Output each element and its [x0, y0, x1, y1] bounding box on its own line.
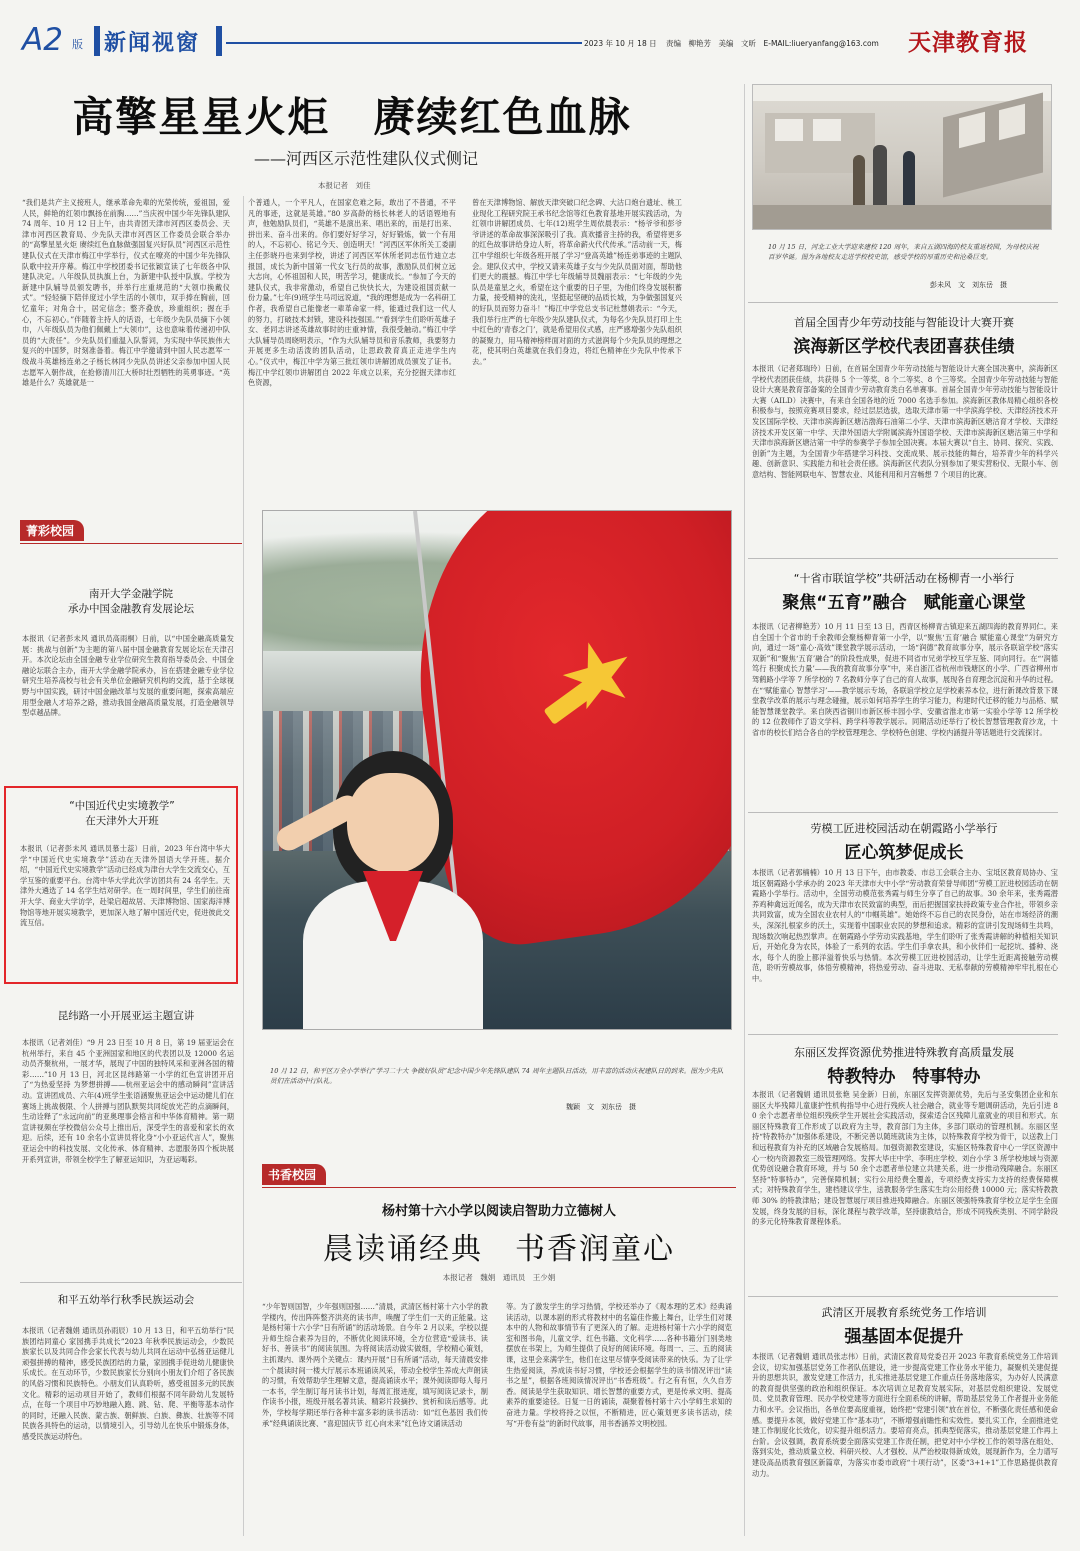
- wuqing-kicker: 武清区开展教育系统党务工作培训: [821, 1306, 987, 1319]
- nankai-body: 本报讯（记者彭未风 通讯员高雨桐）日前，以“中国金融高质量发展：挑战与创新”为主题的第八届中国金融教育发展论坛在天津召开。本次论坛由全国金融专业学位研究生教育指导委员会、中国金融论坛联合主办，南开大学金融学院承办，旨在搭建金融专业学位研究生培养高校与社会有关单位金融研究机构的交流，基于全球视野与中国实践，研讨中国金融改革与发展的重要问题，探索高端应用型金融人才培养之路，推动我国金融高质量发展，打造金融领导型卓越品牌。: [22, 634, 234, 718]
- yangcun-byline: 本报记者 魏娟 通讯员 王少娟: [442, 1273, 556, 1282]
- lead-subtitle: ——河西区示范性建队仪式侧记: [254, 149, 479, 168]
- divider: [748, 302, 1058, 303]
- page-number: A2: [22, 22, 63, 58]
- yangcun-column-1: “少年智则国智，少年强则国强……”清晨，武清区杨村第十六小学的教学楼内，传出阵阵整齐洪亮的读书声，唤醒了学生们一天的正能量。这是杨村第十六小学“日有所诵”的活动场景。自今年 2 月以来，学校以提升师生综合素养为目的，不断优化阅读环境，全方位营造“爱读书、读好书、善读书”的阅读氛围。为将阅读活动做实做细，学校精心策划，主抓课内、课外两个关键点：课内开展“日有所诵”活动，每天清晨安排一个晨读时间一楼大厅展示本班诵读风采，带动全校学生养成大声朗读的习惯，有效帮助学生理解文意，提高诵读水平；课外阅读即每人每月一本书，学生制订每月读书计划，每周汇报进度，填写阅读记录卡，制作读书小报，班级开展名著共读、精彩片段摘抄、赏析和读后感等。此外，学校每学期还举行各种丰富多彩的读书活动：如“红色基因 我们传承”经典诵读比赛、“喜迎国庆节 红心向未来”红色诗文诵读活动: [262, 1302, 488, 1428]
- yangcun-headline: 晨读诵经典 书香润童心: [323, 1232, 675, 1267]
- lead-byline: 本报记者 刘佳: [318, 181, 371, 190]
- divider: [748, 812, 1058, 813]
- lead-column-3: 曾在天津博物馆、解放天津突破口纪念碑、大沽口炮台遗址、桃工业现化工程研究院王承书纪念馆等红色教育基地开展实践活动，为红领巾讲解团成员、七年(12)班学生周依晨表示：“杨爷爷和彭爷爷讲述的革命故事深深吸引了我。真欢播音主持的我，希望将更多的红色故事讲给身边人听，将革命薪火代代传承。”活动前一天，梅江中学组织七年级各班开展了学习“登高英雄”杨连弟事迹的主题队会。建队仪式中，学校又请来英雄子女与少先队员面对面，帮助他们更大的震撼。梅江中学七年级辅导员魏丽表示：“七年级的少先队员是童星之火，希望在这个重要的日子里，为他们终身发展积蓄力量，接受精神的洗礼，坚挺起坚硬的品质长城，为争做强国复兴的好队员而努力奋斗！”梅江中学党总支书记杜慧娟表示：“今天，我们举行庄严的七年级少先队建队仪式，为每名少先队员打印上生中红色的‘青春之门’，就是希望用仪式感，庄严感增强少先队组织的凝聚力，用马精神榜样面对面的方式滋润每个少先队员的理想之花，使其明白英雄就在我们身边，将红色精神在少先队中传承下去。”: [472, 198, 682, 366]
- dongli-kicker: 东丽区发挥资源优势推进特殊教育高质量发展: [794, 1046, 1014, 1059]
- kunwei-headline: 昆纬路一小开展亚运主题宣讲: [57, 1010, 195, 1022]
- hewu-body: 本报讯（记者魏娟 通讯员孙雨辰）10 月 13 日，和平五幼举行“民族团结同童心 家园携手共成长”2023 年秋季民族运动会，少数民族家长以及共同合作会家长代表与幼儿共同在运动中弘扬亚运健儿顽强拼搏的精神，感受民族团结的力量，家园携手促进幼儿健康快乐成长。在互动环节，少数民族家长分别向小朋友们介绍了各民族的风俗习惯和民族特色。小朋友们认真聆听，感受祖国多元的民族文化。精彩的运动项目开始了，教师们根据不同年龄幼儿发展特点，在每一个项目中巧妙地融入跑、跳、钻、爬、平衡等基本动作的同时，还融入民族、蒙古族、朝鲜族、白族、彝族、壮族等不同民族各具特色的运动，以情境引入，引导幼儿在快乐中锻炼身体，感受民族运动特色。: [22, 1326, 234, 1441]
- binhai-headline: 滨海新区学校代表团喜获佳绩: [793, 337, 1015, 357]
- date-line: 2023 年 10 月 18 日: [584, 39, 657, 48]
- jindai-headline-2: 在天津外大开班: [85, 815, 159, 827]
- nankai-headline-2: 承办中国金融教育发展论坛: [68, 603, 194, 615]
- divider: [20, 1282, 242, 1283]
- lead-column-1: “我们是共产主义接班人，继承革命先辈的光荣传统，爱祖国，爱人民，鲜艳的红领巾飘扬在前胸……”当庆祝中国少年先锋队建队 74 周年、10 月 12 日上午，由共青团天津市河西区委员会、天津市河西区教育局、少先队天津市河西区工作委员会联合举办的“高擎星星火炬 赓续红色血脉做强国复兴好队员”河西区示范性建队仪式在天津市梅江中学举行，仪式在嘹亮的中国少年先锋队队歌中拉开序幕。梅江中学校团委书记张颖宣读了七年级各中队建队决定。八年级队员执旗上台，为新建中队授中队旗。学校为新建中队辅导员颁发聘书，并举行庄重规范的“大领巾换戴仪式”。“轻轻摘下陪伴度过小学生活的小领巾，双手捧在胸前，回忆童年；对角合十，居定信念；整齐叠放，珍重组织；握在手心，不忘初心。”伴随着主持人的话语，七年级少先队员摘下小领巾，八年级队员为他们佩戴上“大领巾”，这也意味着传递初中队员的“大责任”。少先队员们重温入队誓词，为实现中华民族伟大复兴的中国梦，时刻准备着。梅江中学邀请到中国人民志愿军一级战斗英雄杨连弟之子杨长林同少先队员讲述父亲参加中国人民志愿军入朝作战，在抢修清川江大桥时壮烈牺牲的英勇事迹。“英雄是什么？英雄就是一: [22, 198, 230, 388]
- page-number-suffix: 版: [72, 38, 83, 51]
- newspaper-logo: 天津教育报: [908, 29, 1028, 56]
- museum-photo: [752, 84, 1052, 230]
- wuqing-body: 本报讯（记者魏娟 通讯员张志伟）日前，武清区教育局党委召开 2023 年教育系统党务工作培训会议，切实加强基层党务工作者队伍建设，进一步提高党建工作业务水平能力，凝聚机关建促提升的思想共识，激发党建工作活力，扎实推进基层党建工作重点任务落地落实，为办好人民满意的教育提供坚强的政治和组织保证。本次培训立足教育发展实际，对基层党组织建设、发展党员、党员教育管理、民办学校党建等方面进行全面系统的讲解，帮助基层党务工作者提升业务能力和水平。会议指出，各单位要高度重视，始终把“党建引领”放在首位，不断强化责任感和使命感。要提升本领，做好党建工作“基本功”，不断增强前瞻性和实效性。要扎实工作，全面推进党建工作制度化长效化，切实提升组织活力。要培育亮点，抓典型促落实，推动基层党建工作再上台阶。会议强调，教育系统要全面落实党建工作责任制，把党对中小学校工作的领导落在组处、落到实处，推动质量立校、科研兴校、人才强校、从严治校取得新成效，展现新作为，全力谱写建设高品质教育强区新篇章，为落实市委市政府“十项行动”，区委“3+1+1”工作思路提供教育动力。: [752, 1352, 1058, 1478]
- wuqing-headline: 强基固本促提升: [844, 1327, 964, 1347]
- divider: [262, 1187, 736, 1188]
- jindai-body: 本报讯（记者彭未风 通讯员慕士蕊）日前，2023 年台湾中华大学“中国近代史实境教学”活动在天津外国语大学开班。据介绍，“中国近代史实境教学”活动已经成为津台大学生交流交心，互学互鉴的重要平台。台湾中华大学此次学访团共有 24 名学生。天津外大遴选了 14 名学生结对研学。在一周时间里，学生们前往南开大学、商业大学访学，赴梁启超故居、天津博物馆、国家海洋博物馆等地开展实境教学，更加深入地了解中国近代史，促进彼此交流互信。: [20, 844, 230, 928]
- museum-photo-caption: 10 月 15 日，河北工业大学迎来建校 120 周年，来自五湖四海的校友重返校园，为母校庆祝百岁华诞。图为各地校友走进学校校史馆，感受学校的厚重历史和沧桑巨变。: [768, 243, 1039, 261]
- zhaoxia-kicker: 劳模工匠进校园活动在朝霞路小学举行: [810, 822, 998, 835]
- hewu-headline: 和平五幼举行秋季民族运动会: [57, 1294, 195, 1306]
- lead-column-2: 个普通人，一个平凡人，在国家危难之际，敢出了不普通，不平凡的事迹，这就是英雄。”80 岁高龄的杨长林老人的话语铿地有声，他勉励队员们，“英雄不是演出来、唱出来的，而是打出来、拼出来、奋斗出来的。你们要好好学习，好好锻炼，做一个有用的人，不忘初心、铭记今天、创造明天！”河西区军休所关工委副主任彭晓丹也来到学校，讲述了河西区军休所老同志伍竹迪立志报国，成长为新中国第一代女飞行员的故事，激励队员们树立远大志向，心怀祖国和人民，明苦学习，健康成长。“参加了今天的建队仪式，我非常激动，希望自己快快长大，为建设祖国贡献一份力量。”七年(9)班学生马司远说道，“我的理想是成为一名科研工作者，我希望自己能像老一辈革命家一样，能通过我们这一代人的努力，打破技术封锁，建设科技强国。”“看到学生们聆听英雄子女、老同志讲述英雄故事时的庄重神情，我很受触动。”梅江中学大队辅导员周晓明表示，“作为大队辅导员和音乐教师，我要努力开展更多生动活泼的团队活动，让思政教育真正走进学生内心。”仪式中，梅江中学为第三批红领巾讲解团成员颁发了证书。梅江中学红领巾讲解团自 2022 年成立以来，充分挖掘天津市红色资源，: [248, 198, 456, 388]
- binhai-kicker: 首届全国青少年劳动技能与智能设计大赛开赛: [794, 316, 1014, 329]
- divider: [748, 1296, 1058, 1297]
- binhai-body: 本报讯（记者郑瑞玲）日前，在首届全国青少年劳动技能与智能设计大赛全国决赛中，滨海新区学校代表团获佳绩，共获得 5 个一等奖、8 个二等奖、8 个三等奖。全国青少年劳动技能与智能设计大赛是教育部备案的全国青少劳动教育类白名单赛事。首届全国青少年劳动技能与智能设计大赛（AILD）决赛中，有来自全国各地的近 7000 名选手参加。滨海新区教体局精心组织各校积极参与，按照竞赛项目要求，经过层层选拔，选取天津市第一中学滨海学校、天津经济技术开发区国际学校、天津市滨海新区塘沽渤海石油第二小学、天津市滨海新区塘沽育才学校、天津经济技术开发区第一中学、天津外国语大学附属滨海外国语学校、天津市滨海新区塘沽第三中学和天津市滨海新区塘沽第一中学的参赛学子参加全国决赛。本届大赛以“自主、协同、探究、实践、创新”为主题，为全国青少年搭建学习科技、交流成果、展示技能的舞台，培养青少年的科学兴趣、创新意识、实践能力和社会责任感。滨海新区代表队分别参加了果实营粉仪、无限小车、创意结构、智能网联电车、智慧农业、风能利用和月宫畅想 7 个项目的比赛。: [752, 364, 1058, 479]
- masthead-divider-2: [216, 26, 222, 56]
- ceremony-photo: [262, 510, 732, 1030]
- masthead-rule: [226, 42, 582, 44]
- column-divider: [243, 196, 244, 1536]
- divider: [748, 1034, 1058, 1035]
- yangcun-kicker: 杨村第十六小学以阅读启智助力立德树人: [381, 1204, 616, 1219]
- masthead: [0, 0, 1080, 74]
- ceremony-photo-caption: 10 月 12 日，和平区万全小学举行“学习二十大 争做好队员”纪念中国少年先锋队建队 74 周年主题队日活动，用丰富的活动庆祝建队日的到来。图为少先队员们在活动中行队礼。: [270, 1067, 724, 1085]
- zhaoxia-headline: 匠心筑梦促成长: [844, 843, 964, 863]
- zhaoxia-body: 本报讯（记者郭楠楠）10 月 13 日下午，由市教委、市总工会联合主办、宝坻区教育局协办、宝坻区朝霞路小学承办的 2023 年天津市大中小学“劳动教育荣誉导师团”劳模工匠进校园活动在朝霞路小学举行。活动中，全国劳动模范张秀霞与师生分享了自己的故事。30 余年来，张秀霞潜养鸡种禽远近闻名，成为天津市农民致富的典型，而后把握国家扶持政策专业合作社，带领乡亲共同致富，成为全国农业农村人的“巾帼英雄”。她始终不忘自己的农民身份，站在市场经济的潮头，深深扎根家乡的沃土，实现着中国职业农民的梦想和追求。精彩的宣讲引发现场师生共鸣，现场数次响起热烈掌声。在朝霞路小学劳动实践基地，学生们聆听了张秀霞讲解的种植相关知识后，开始化身为农民，体验了一系列的农活。学生们手拿农具，和小伙伴们一起挖坑、播种、浇水，每个人的脸上都洋溢着快乐与热情。本次劳模工匠进校园活动，让学生近距离接触劳动模范，聆听劳模故事，体悟劳模精神，将热爱劳动、奋斗进取、无私奉献的劳模精神牢牢扎根在心中。: [752, 868, 1058, 983]
- kunwei-body: 本报讯（记者刘佳）“9 月 23 日至 10 月 8 日，第 19 届亚运会在杭州举行，来自 45 个亚洲国家和地区的代表团以及 12000 名运动员齐聚杭州，一展才华，展现了中国的独特风采和亚洲各国的精彩……”10 月 13 日，河北区昆纬路第一小学的红色宣讲团开启了“为热爱坚持 为梦想拼搏——杭州亚运会中的感动瞬间”宣讲活动。宣讲团成员、六年(4)班学生张语涵聚焦亚运会中运动健儿们在赛场上挑战极限、个人拼搏与团队默契共同绽放光芒的点滴瞬间，生动诠释了“永远向前”的亚奥理事会格言和中华体育精神。第一期宣讲视频在学校微信公众号上推出后，深受学生的喜爱和家长的欢迎。后续，还有 10 余名小宣讲员将化身“小小亚运代言人”，聚焦亚运会中的科技发展、文化传承、体育精神、志愿服务四个板块展开系列宣讲，带领全校学生了解亚运知识，为亚运喝彩。: [22, 1038, 234, 1164]
- yangliuqing-kicker: “十省市联谊学校”共研活动在杨柳青一小举行: [793, 572, 1015, 585]
- jindai-headline-1: “中国近代史实境教学”: [69, 800, 175, 812]
- yangcun-column-2: 等。为了激发学生的学习热情，学校还举办了《观本理的艺术》经典诵读活动，以课本剧的形式将教材中的名篇佳作搬上舞台，让学生们对课本中的人物和故事情节有了更深入的了解。走进杨村第十六小学的阅览室和图书角，儿童文学、红色书籍、文化科学……各种书籍分门别类地摆放在书架上，为师生提供了良好的阅读环境。每周一、三、五的阅读课，这里会来满学生，他们在这里尽情享受阅读带来的快乐。为了让学生热爱阅读，养成读书好习惯，学校还会根据学生的读书情况评出“读书之星”，根据各班阅读情况评出“书香班级”。行之有有恒，久久自芳香。阅读是学生获取知识、增长智慧的重要方式，更是传承文明、提高素养的重要途径。日复一日的诵读，凝聚着杨村第十六小学师生求知的奋进力量。学校将持之以恒，不断精进，匠心策划更多读书活动，续写“开卷有益”的新时代故事，用书香涵养文明校园。: [506, 1302, 732, 1428]
- masthead-divider: [94, 26, 100, 56]
- dongli-body: 本报讯（记者魏娟 通讯员张艳 吴金新）日前，东丽区发挥资源优势，先后与圣安集团企业和东丽区大毕残障儿童康护性机构指导中心进行残疾人社会融合，就业等专题调研活动，先后引进 80 余个志愿者单位组织残疾学生开展社会实践活动，探索适合区残障儿童就业的项目和形式。东丽区特殊教育工作形成了以政府为主导，教育部门为主体，多部门联动的管理机制。东丽区坚持“特教特办”加强体系建设，不断完善以随班就读为主体，以特殊教育学校为骨干，以送教上门和远程教育为补充的区域融合发展格局。加强资源教室建设，实施区特殊教育中心一学区资源中心一校内资源教室三级管理网络。发挥大毕庄中学、李明庄学校、刘台小学 3 所学校地域与资源优势创设融合教育环境，并与 50 余个志愿者单位建立共建关系，进一步推动残障融合。东丽区坚持“特事特办”，完善保障机制；实行公用经费全覆盖，专项经费支持实力支持的经费保障模式；对特殊教育学生，建档建议学生，送教服务学生落实生均公用经费 10000 元；落实特教教师 30% 的特教津贴；建设智慧展厅项目推进残障融合。东丽区领强特殊教育学校立足学生全面发展，终身发展的目标，深化课程与教学改革，坚持康教结合，形成不同残疾类别、不同学龄段的多元化特殊教育课程体系。: [752, 1090, 1058, 1227]
- section-tag-jingcai: 菁彩校园: [20, 520, 84, 541]
- nankai-headline-1: 南开大学金融学院: [89, 588, 173, 600]
- column-divider: [744, 84, 745, 1536]
- museum-photo-credit: 彭未风 文 刘东岳 摄: [930, 281, 1007, 289]
- yangliuqing-body: 本报讯（记者柳艳芳）10 月 11 日至 13 日，西青区杨柳青古镇迎来五湖四海的教育界同仁。来自全国十个省市的千余教师会聚杨柳青第一小学，以“聚焦‘五育’融合 赋能童心课堂”为研究方向，通过一场“童心·高效”课堂教学展示活动，一场“润德”教育故事分享，展示各联谊学校“落实双新”和“聚焦‘五育’融合”的阶段性成果，促进不同省市兄弟学校互学互鉴、同向同行。在“‘润德笃行 积聚成长力量’——我的教育故事分享”中，来自浙江省杭州市钱塘区的小学、广西省柳州市驾鹤路小学等 7 所学校的 7 名教师分享了自己的育人故事，展现各自育理念沉淀和升华的过程。在“‘赋能童心 智慧学习’——教学展示专场，各联谊学校立足学校素养本位，进行新课改背景下课堂教学改革的展示与理念碰撞，展示如何培养学生的学习能力，构建时代迁移的能力与品格、赋能智慧课堂教学。来自陕西省铜川市新区桥丰园小学、安徽省淮北市第一实验小学等 12 所学校的 12 位教师作了语文学科、跨学科等教学展示。同期活动还举行了校长智慧管理教育沙龙，十省市的校长们结合各自的学校管理理念、学校特色创建、学校内涵提升等话题进行交流探讨。: [752, 622, 1058, 737]
- dongli-headline: 特教特办 特事特办: [827, 1067, 981, 1087]
- section-tag-shuxiang: 书香校园: [262, 1164, 326, 1185]
- editor-line: 责编 柳艳芳 美编 文昕 E-MAIL:liueryanfang@163.com: [666, 39, 879, 48]
- lead-headline: 高擎星星火炬 赓续红色血脉: [72, 93, 632, 141]
- ceremony-photo-credit: 魏颖 文 刘东岳 摄: [566, 1103, 636, 1111]
- divider: [748, 558, 1058, 559]
- section-name: 新闻视窗: [104, 31, 201, 56]
- yangliuqing-headline: 聚焦“五育”融合 赋能童心课堂: [782, 593, 1026, 613]
- divider: [20, 543, 242, 544]
